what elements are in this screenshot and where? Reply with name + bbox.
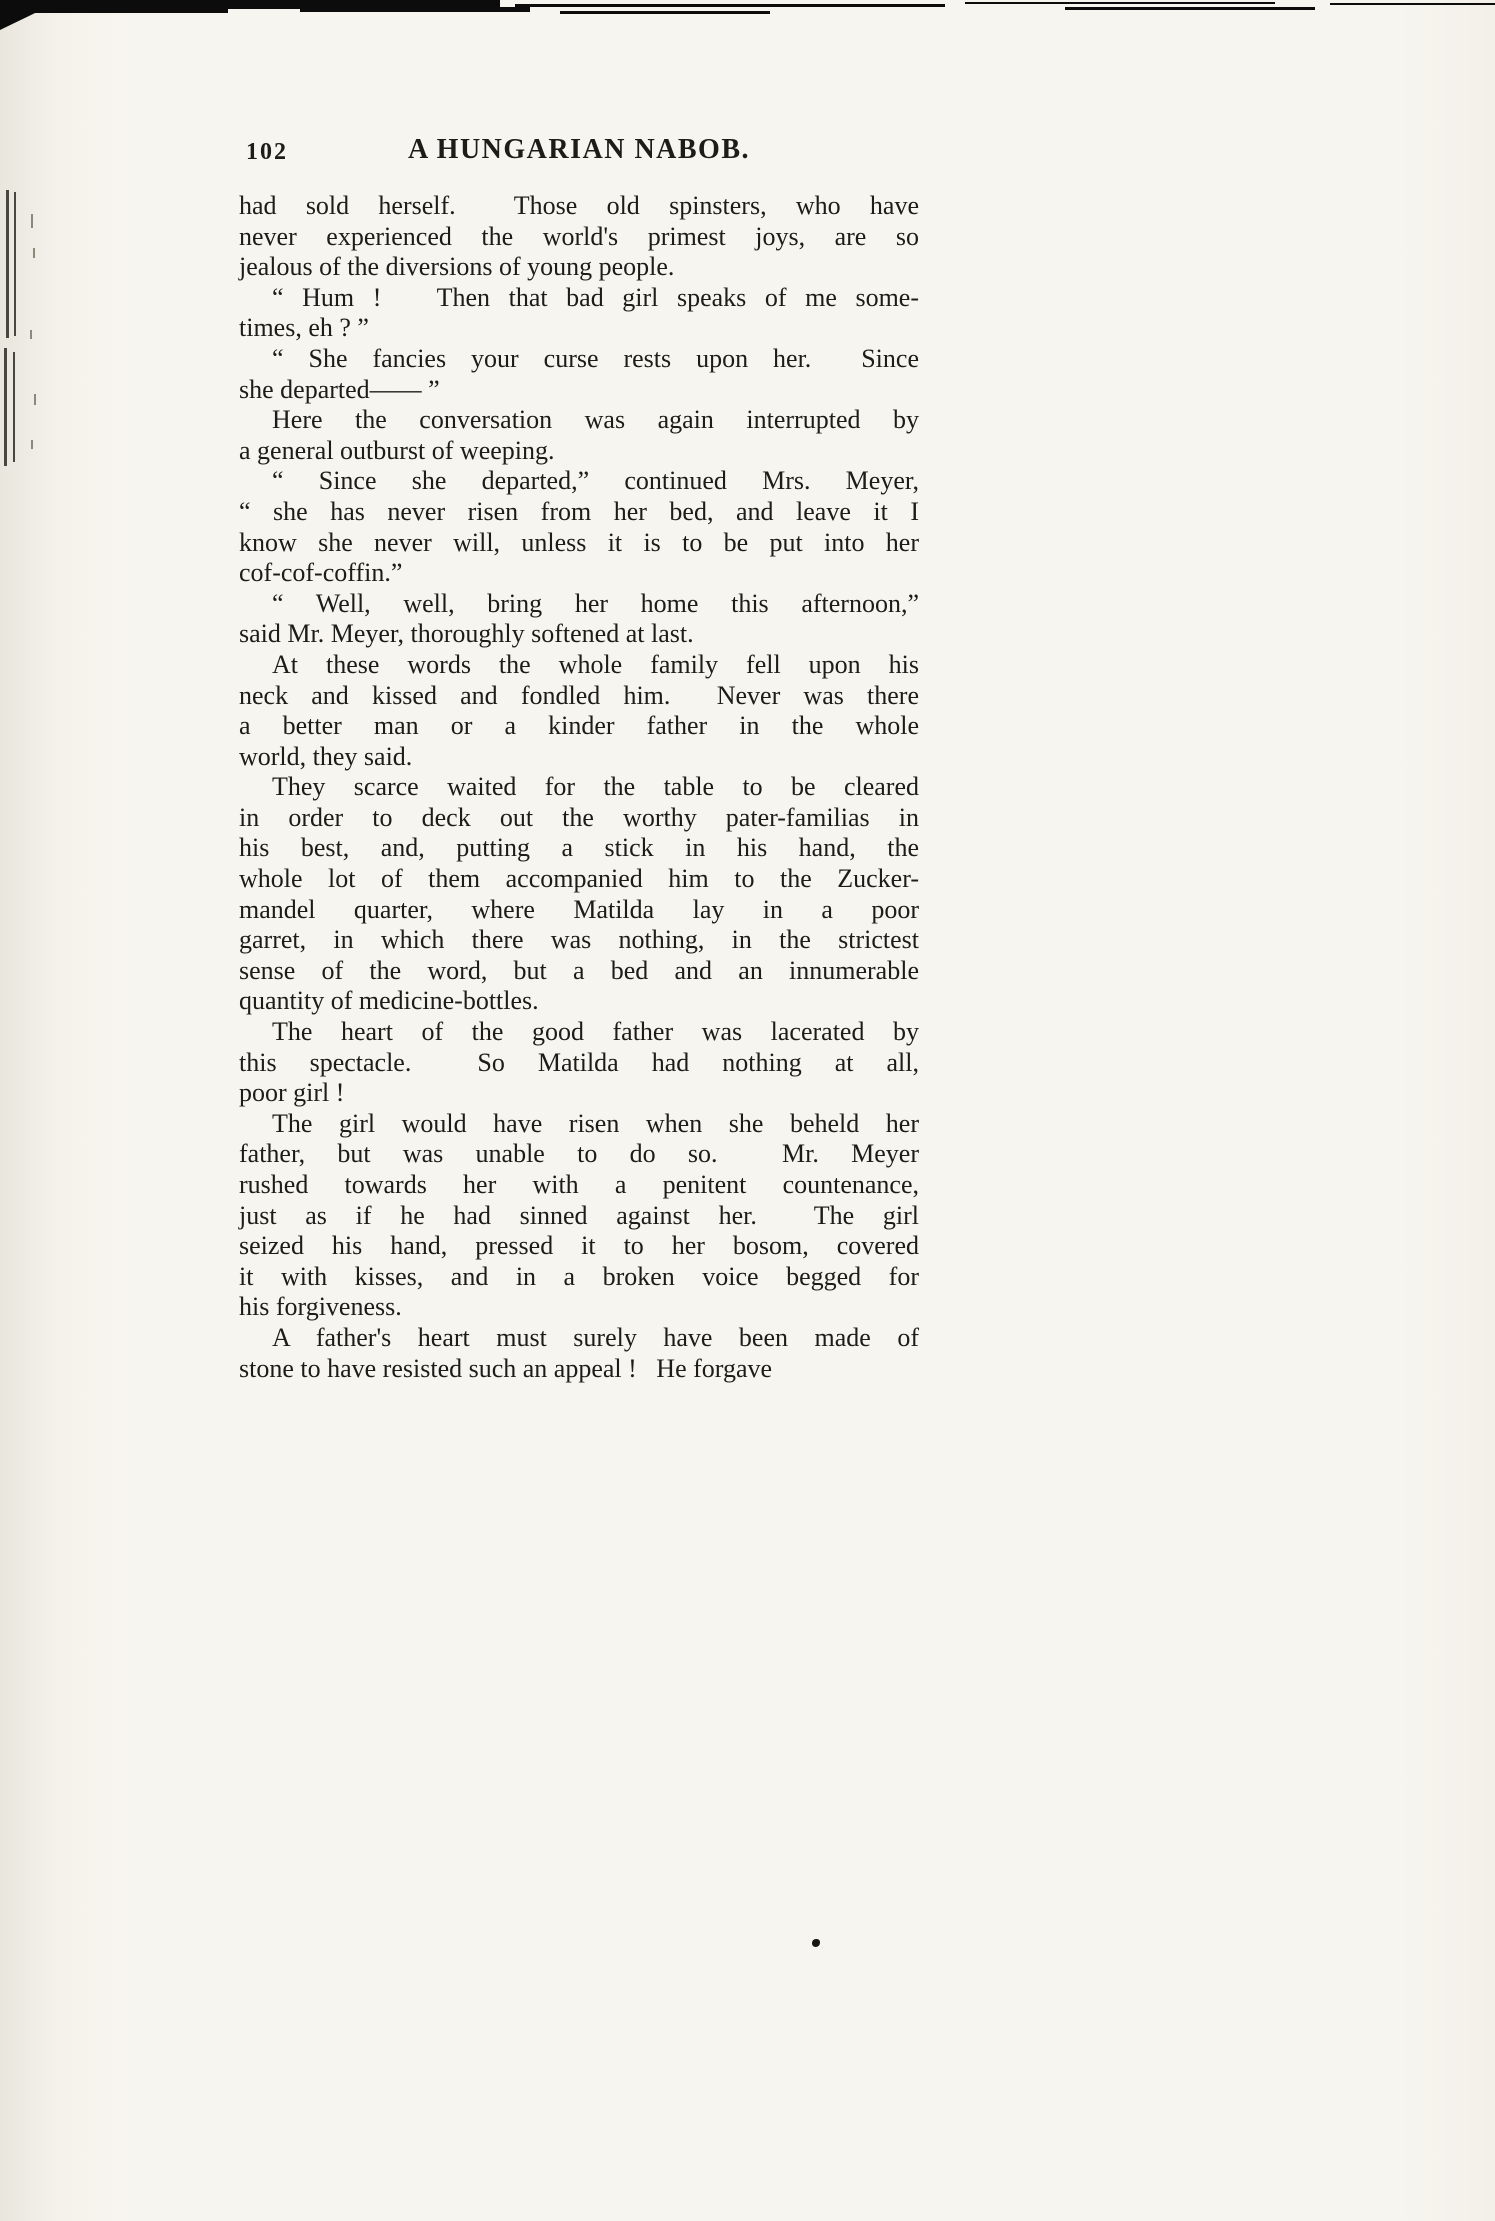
scan-artifact-top-line — [515, 4, 945, 7]
scan-artifact-top-line — [560, 11, 770, 14]
text-line: seized his hand, pressed it to her bosom, covered — [239, 1231, 919, 1261]
text-line: cof-cof-coffin.” — [239, 558, 403, 588]
paragraph — [239, 1323, 919, 1384]
page-number: 102 — [246, 139, 288, 165]
paragraph — [239, 1017, 919, 1109]
scan-artifact-margin-line — [6, 190, 9, 338]
scan-artifact-margin-tick — [30, 330, 32, 339]
body-text — [239, 191, 919, 1384]
scan-artifact-margin-tick — [31, 214, 33, 228]
text-line: sense of the word, but a bed and an innumerable — [239, 955, 919, 985]
page-title: A HUNGARIAN NABOB. — [407, 134, 751, 165]
text-line: in order to deck out the worthy pater-familias in — [239, 802, 919, 832]
text-line: stone to have resisted such an appeal ! He forgave — [239, 1353, 773, 1383]
scan-artifact-margin-tick — [31, 440, 33, 449]
text-line: father, but was unable to do so. Mr. Meyer — [239, 1139, 919, 1169]
scan-artifact-margin-line — [4, 348, 7, 466]
text-line: “ Well, well, bring her home this afternoon,” — [272, 588, 919, 618]
text-line: A father's heart must surely have been made of — [272, 1322, 919, 1352]
text-line: this spectacle. So Matilda had nothing at all, — [239, 1047, 919, 1077]
text-line: his best, and, putting a stick in his hand, the — [239, 833, 919, 863]
text-line: poor girl ! — [239, 1078, 345, 1108]
text-line: The girl would have risen when she beheld her — [272, 1108, 919, 1138]
scan-artifact-margin-tick — [34, 394, 36, 405]
text-line: mandel quarter, where Matilda lay in a poor — [239, 894, 919, 924]
text-line: his forgiveness. — [239, 1292, 402, 1322]
text-line: a better man or a kinder father in the whole — [239, 711, 919, 741]
paragraph — [239, 650, 919, 772]
paragraph — [239, 1109, 919, 1323]
text-line: said Mr. Meyer, thoroughly softened at last. — [239, 619, 694, 649]
text-line: jealous of the diversions of young people. — [239, 252, 675, 282]
text-line: Here the conversation was again interrupted by — [272, 405, 919, 435]
text-line: They scarce waited for the table to be cleared — [272, 772, 919, 802]
paragraph — [239, 466, 919, 588]
text-line: never experienced the world's primest joys, are so — [239, 221, 919, 251]
text-line: world, they said. — [239, 741, 413, 771]
text-line: whole lot of them accompanied him to the Zucker- — [239, 864, 919, 894]
text-line: rushed towards her with a penitent countenance, — [239, 1170, 919, 1199]
scan-artifact-margin-tick — [33, 248, 35, 258]
paragraph — [239, 344, 919, 405]
text-line: just as if he had sinned against her. The girl — [239, 1200, 919, 1230]
text-line: she departed—— ” — [239, 374, 440, 404]
scan-artifact-top-line — [965, 2, 1275, 4]
text-line: had sold herself. Those old spinsters, who have — [239, 191, 919, 220]
paragraph — [239, 405, 919, 466]
scan-artifact-margin-line — [14, 192, 16, 336]
text-line: times, eh ? ” — [239, 313, 369, 343]
paragraph — [239, 589, 919, 650]
text-line: “ She fancies your curse rests upon her. Since — [272, 343, 919, 373]
text-line: At these words the whole family fell upon his — [272, 649, 919, 679]
text-line: garret, in which there was nothing, in the strictest — [239, 925, 919, 955]
text-line: “ Hum ! Then that bad girl speaks of me some- — [272, 282, 919, 312]
scan-artifact-top-band — [300, 7, 530, 12]
text-line: The heart of the good father was lacerated by — [272, 1017, 919, 1047]
ink-dot — [812, 1939, 820, 1947]
scan-artifact-top-line — [1330, 3, 1495, 5]
scan-artifact-top-line — [1065, 7, 1315, 10]
scan-artifact-margin-line — [13, 352, 15, 462]
paragraph — [239, 283, 919, 344]
text-line: “ Since she departed,” continued Mrs. Meyer, — [272, 466, 919, 496]
text-line: know she never will, unless it is to be put into her — [239, 527, 919, 557]
scan-artifact-top-band — [28, 9, 228, 13]
text-line: “ she has never risen from her bed, and leave it I — [239, 496, 919, 526]
text-line: a general outburst of weeping. — [239, 435, 555, 465]
text-line: quantity of medicine-bottles. — [239, 986, 539, 1016]
paragraph — [239, 772, 919, 1017]
page-header — [240, 134, 918, 170]
text-line: neck and kissed and fondled him. Never was there — [239, 680, 919, 710]
paragraph — [239, 191, 919, 283]
text-line: it with kisses, and in a broken voice begged for — [239, 1261, 919, 1291]
